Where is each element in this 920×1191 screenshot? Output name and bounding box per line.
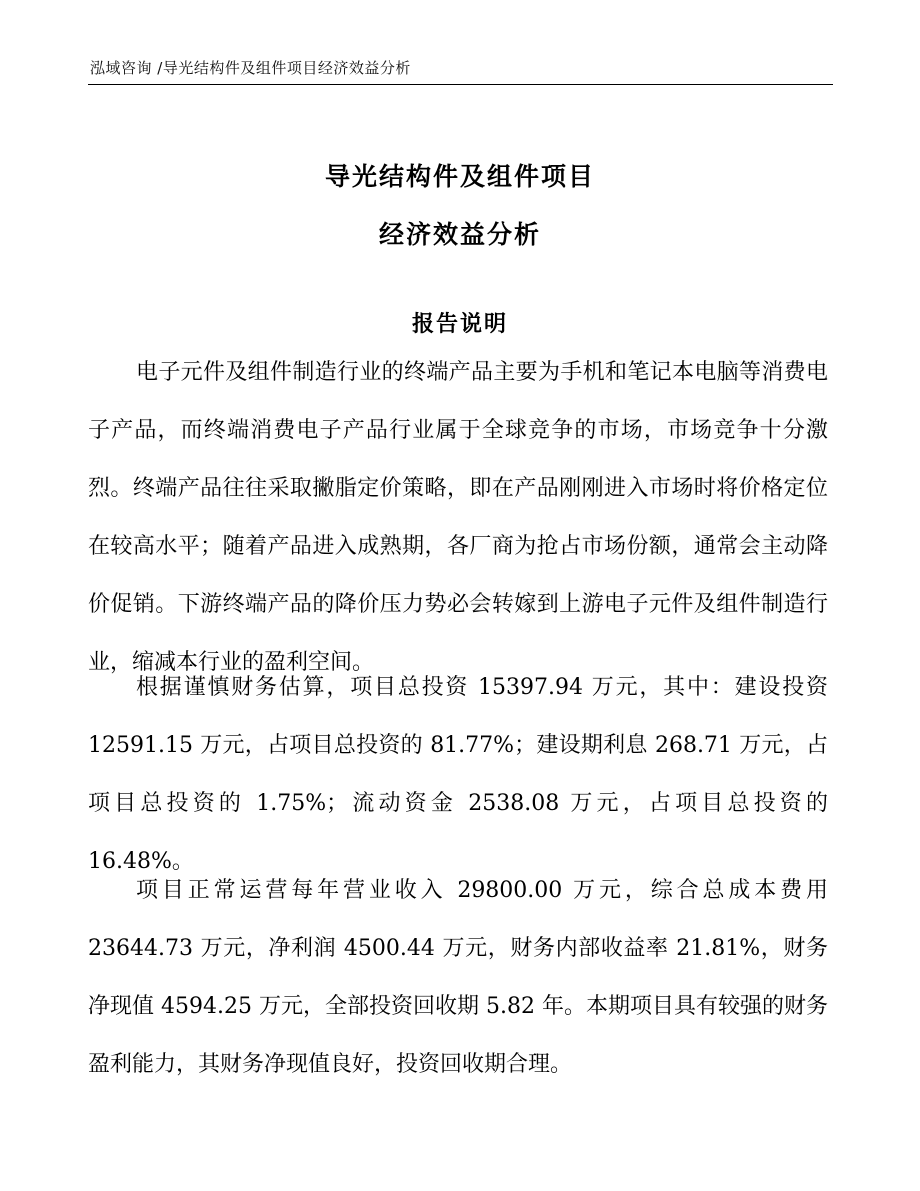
document-title-line-2: 经济效益分析 — [378, 220, 541, 249]
paragraph-investment: 根据谨慎财务估算，项目总投资 15397.94 万元，其中：建设投资 12591.15 万元，占项目总投资的 81.77%；建设期利息 268.71 万元，占项目总投资的 1.75%；流动资金 2538.08 万元，占项目总投资的 16.48%。 — [88, 675, 828, 874]
running-header: 泓域咨询 /导光结构件及组件项目经济效益分析 — [90, 59, 411, 77]
header-rule — [88, 84, 833, 85]
paragraph-returns: 项目正常运营每年营业收入 29800.00 万元，综合总成本费用 23644.73 万元，净利润 4500.44 万元，财务内部收益率 21.81%，财务净现值 4594.25 万元，全部投资回收期 5.82 年。本期项目具有较强的财务盈利能力，其财务净现值良好，投资回收期合理。 — [88, 878, 828, 1077]
section-heading: 报告说明 — [411, 312, 508, 337]
document-title-line-1: 导光结构件及组件项目 — [324, 162, 595, 191]
paragraph-industry: 电子元件及组件制造行业的终端产品主要为手机和笔记本电脑等消费电子产品，而终端消费电子产品行业属于全球竞争的市场，市场竞争十分激烈。终端产品往往采取撇脂定价策略，即在产品刚刚进入市场时将价格定位在较高水平；随着产品进入成熟期，各厂商为抢占市场份额，通常会主动降价促销。下游终端产品的降价压力势必会转嫁到上游电子元件及组件制造行业，缩减本行业的盈利空间。 — [88, 360, 828, 675]
